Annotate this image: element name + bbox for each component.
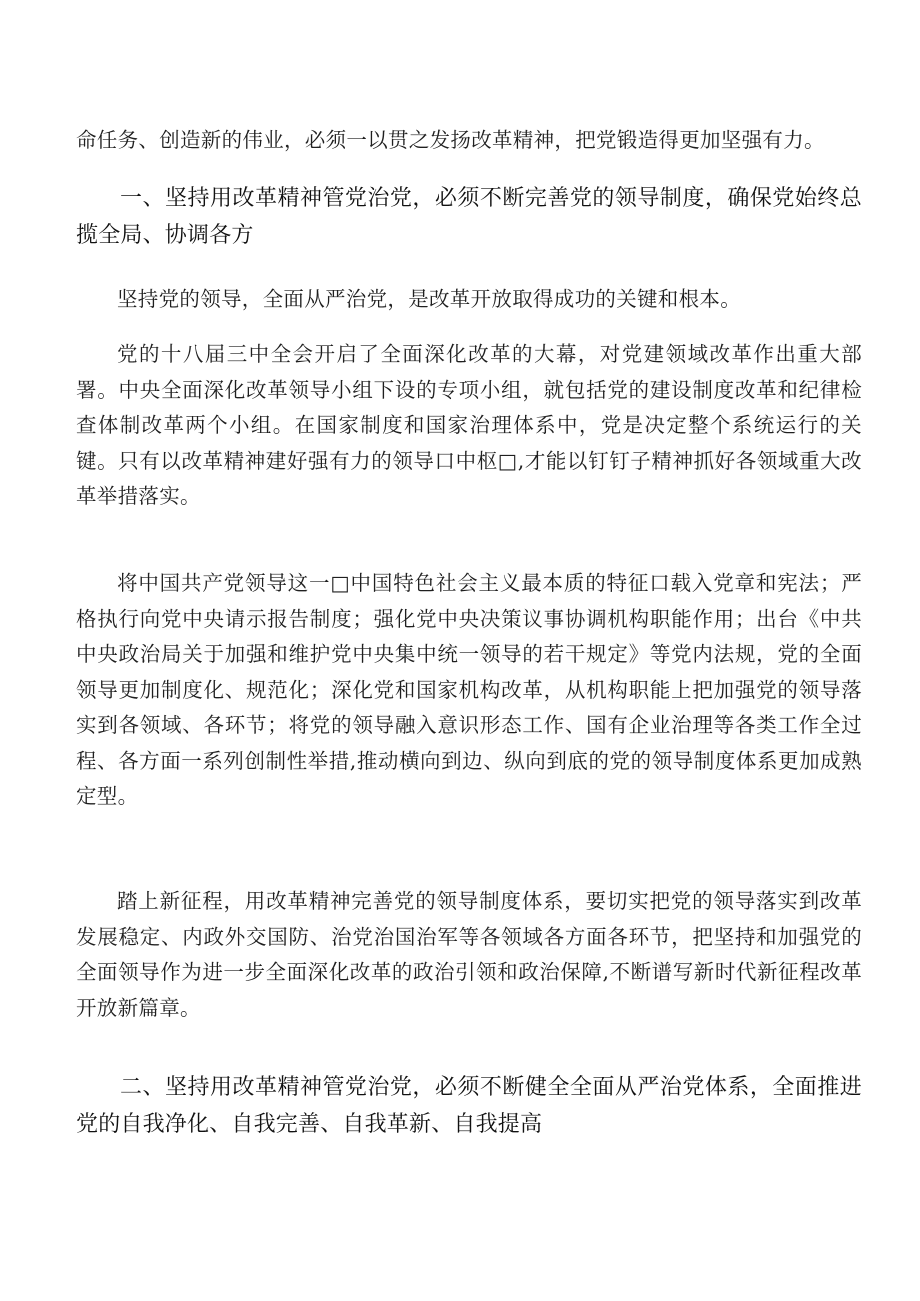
paragraph-new-journey: 踏上新征程，用改革精神完善党的领导制度体系，要切实把党的领导落实到改革发展稳定、内政外交国防、治党治国治军等各领域各方面各环节，把坚持和加强党的全面领导作为进一步全面深化改革的政治引领和政治保障,不断谱写新时代新征程改革开放新篇章。: [76, 889, 862, 1020]
section-heading-1: 一、坚持用改革精神管党治党，必须不断完善党的领导制度，确保党始终总揽全局、协调各方: [76, 186, 862, 248]
paragraph-third-plenum: 党的十八届三中全会开启了全面深化改革的大幕，对党建领域改革作出重大部署。中央全面深化改革领导小组下设的专项小组，就包括党的建设制度改革和纪律检查体制改革两个小组。在国家制度和国家治理体系中，党是决定整个系统运行的关键。只有以改革精神建好强有力的领导口中枢□,才能以钉钉子精神抓好各领域重大改革举措落实。: [76, 342, 862, 508]
section-heading-2: 二、坚持用改革精神管党治党，必须不断健全全面从严治党体系，全面推进党的自我净化、自我完善、自我革新、自我提高: [76, 1075, 862, 1137]
lead-paragraph: 命任务、创造新的伟业，必须一以贯之发扬改革精神，把党锻造得更加坚强有力。: [76, 128, 825, 152]
paragraph-party-leadership: 坚持党的领导，全面从严治党，是改革开放取得成功的关键和根本。: [117, 287, 741, 311]
paragraph-party-constitution: 将中国共产党领导这一□中国特色社会主义最本质的特征口载入党章和宪法；严格执行向党中央请示报告制度；强化党中央决策议事协调机构职能作用；出台《中共中央政治局关于加强和维护党中央集中统一领导的若干规定》等党内法规，党的全面领导更加制度化、规范化；深化党和国家机构改革，从机构职能上把加强党的领导落实到各领域、各环节；将党的领导融入意识形态工作、国有企业治理等各类工作全过程、各方面一系列创制性举措,推动横向到边、纵向到底的党的领导制度体系更加成熟定型。: [76, 571, 862, 808]
